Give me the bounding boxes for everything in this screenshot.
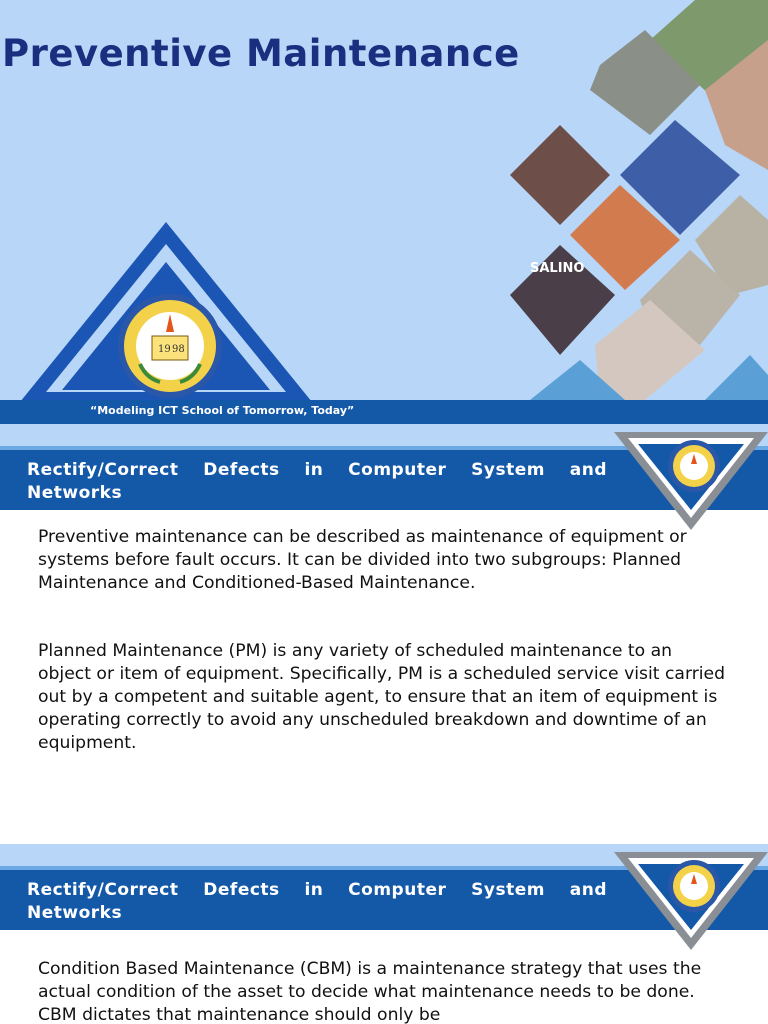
photo-mosaic <box>500 0 768 400</box>
header-logo-triangle <box>614 432 768 530</box>
mosaic-label: SALINO <box>530 261 585 276</box>
school-seal <box>116 292 224 400</box>
seal-year-left: 19 <box>158 344 171 355</box>
mosaic-tile-blue-right <box>705 355 768 400</box>
cover-slide <box>0 0 768 424</box>
content-slide-1 <box>0 424 768 836</box>
school-tagline: “Modeling ICT School of Tomorrow, Today” <box>90 404 355 417</box>
slide-header-title: Rectify/Correct Defects in Computer System and Networks <box>27 460 607 503</box>
slide-gap <box>0 836 768 844</box>
seal-year-right: 98 <box>172 344 185 355</box>
paragraph: Condition Based Maintenance (CBM) is a maintenance strategy that uses the actual condition of the asset to decide what maintenance needs to be done. CBM dictates that maintenance should only be <box>38 959 702 1024</box>
content-slide-2 <box>0 844 768 1024</box>
slide-header-title: Rectify/Correct Defects in Computer System and Networks <box>27 880 607 923</box>
paragraph: Preventive maintenance can be described as maintenance of equipment or systems before fault occurs. It can be divided into two subgroups: Planned Maintenance and Conditioned-Based Maintenance. <box>38 527 687 593</box>
page-title: Preventive Maintenance <box>2 32 520 75</box>
paragraph: Planned Maintenance (PM) is any variety of scheduled maintenance to an object or item of equipment. Specifically, PM is a scheduled service visit carried out by a competent and suitable agent, to ensure that an item of equipment is operating correctly to avoid any unscheduled breakdown and downtime of an equipment. <box>38 641 726 753</box>
header-logo-triangle <box>614 852 768 950</box>
